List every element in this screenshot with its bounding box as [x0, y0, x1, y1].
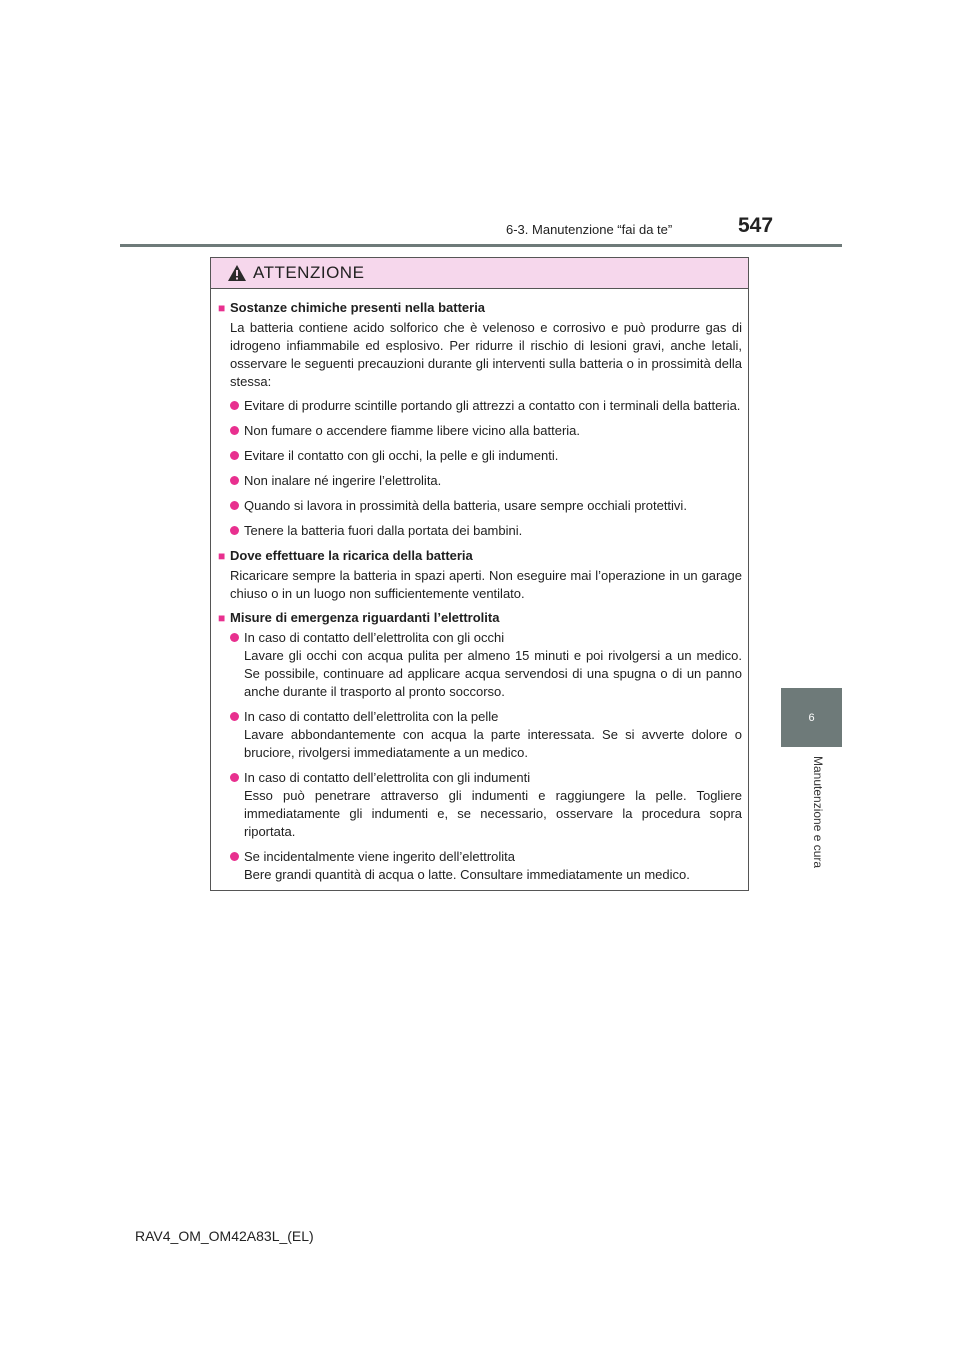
bullet-dot-icon [230, 773, 239, 782]
header-section-title: 6-3. Manutenzione “fai da te” [506, 222, 673, 237]
warning-section [218, 547, 742, 603]
square-bullet-icon: ■ [218, 301, 226, 315]
list-item: Quando si lavora in prossimità della batteria, usare sempre occhiali protettivi. [218, 497, 742, 515]
list-item: Tenere la batteria fuori dalla portata dei bambini. [218, 522, 742, 540]
bullet-dot-icon [230, 712, 239, 721]
bullet-dot-icon [230, 426, 239, 435]
warning-section [218, 609, 742, 884]
section-heading: ■ Sostanze chimiche presenti nella batteria [218, 300, 486, 315]
section-paragraph: La batteria contiene acido solforico che è velenoso e corrosivo e può produrre gas di idrogeno infiammabile ed esplosivo. Per ridurre il rischio di lesioni gravi, anche letali, osservare le seguenti precauzioni durante gli interventi sulla batteria o in prossimità della stessa: [230, 320, 742, 389]
list-item: Evitare il contatto con gli occhi, la pelle e gli indumenti. [218, 447, 742, 465]
bullet-dot-icon [230, 501, 239, 510]
list-item: Non fumare o accendere fiamme libere vicino alla batteria. [218, 422, 742, 440]
warning-body [211, 289, 748, 884]
bullet-dot-icon [230, 401, 239, 410]
list-item: In caso di contatto dell’elettrolita con la pelle Lavare abbondantemente con acqua la parte interessata. Se si avverte dolore o bruciore, rivolgersi immediatamente a un medico. [218, 708, 742, 762]
list-item: Evitare di produrre scintille portando gli attrezzi a contatto con i terminali della batteria. [218, 397, 742, 415]
square-bullet-icon: ■ [218, 549, 226, 563]
bullet-dot-icon [230, 526, 239, 535]
list-item: In caso di contatto dell’elettrolita con gli indumenti Esso può penetrare attraverso gli indumenti e raggiungere la pelle. Togliere immediatamente gli indumenti e, se necessario, osservare la procedura sopra riportata. [218, 769, 742, 841]
square-bullet-icon: ■ [218, 611, 226, 625]
chapter-number: 6 [808, 711, 815, 724]
warning-section [218, 299, 742, 540]
bullet-dot-icon [230, 633, 239, 642]
bullet-dot-icon [230, 852, 239, 861]
list-item: In caso di contatto dell’elettrolita con gli occhi Lavare gli occhi con acqua pulita per almeno 15 minuti e poi rivolgersi a un medico. Se possibile, continuare ad applicare acqua servendosi di una spugna o di un panno anche durante il trasporto al pronto soccorso. [218, 629, 742, 701]
section-paragraph: Ricaricare sempre la batteria in spazi aperti. Non eseguire mai l’operazione in un garage chiuso o in un luogo non sufficientemente ventilato. [230, 568, 742, 601]
document-code: RAV4_OM_OM42A83L_(EL) [135, 1228, 314, 1244]
list-item: Se incidentalmente viene ingerito dell’elettrolita Bere grandi quantità di acqua o latte. Consultare immediatamente un medico. [218, 848, 742, 884]
warning-box [210, 257, 749, 891]
chapter-tab[interactable] [781, 688, 842, 747]
section-heading: ■ Dove effettuare la ricarica della batteria [218, 548, 473, 563]
section-heading: ■ Misure di emergenza riguardanti l’elettrolita [218, 610, 500, 625]
warning-triangle-icon [227, 264, 247, 282]
page-number: 547 [738, 214, 774, 237]
bullet-dot-icon [230, 476, 239, 485]
warning-title: ATTENZIONE [253, 263, 365, 282]
bullet-dot-icon [230, 451, 239, 460]
list-item: Non inalare né ingerire l’elettrolita. [218, 472, 742, 490]
chapter-label: Manutenzione e cura [811, 756, 825, 869]
header-divider [120, 244, 842, 247]
warning-header [211, 258, 748, 289]
